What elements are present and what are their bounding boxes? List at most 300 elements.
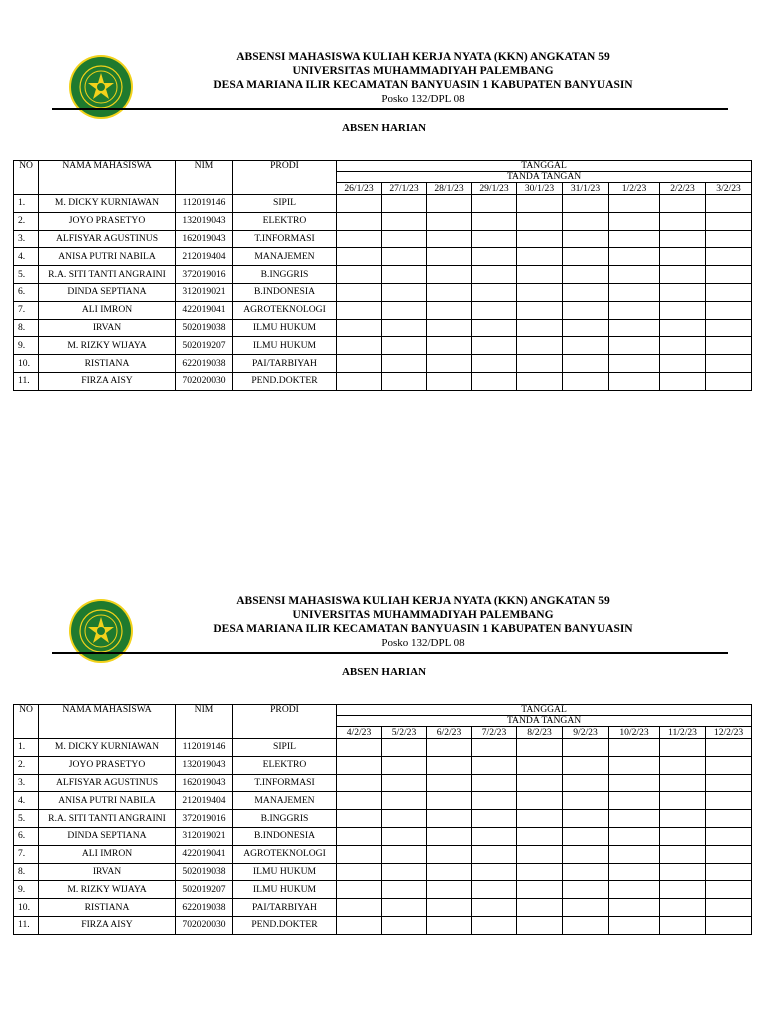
signature-cell[interactable] (563, 739, 609, 757)
signature-cell[interactable] (337, 301, 382, 319)
signature-cell[interactable] (609, 266, 660, 284)
signature-cell[interactable] (706, 739, 752, 757)
table-row (14, 916, 752, 934)
signature-cell[interactable] (609, 916, 660, 934)
signature-cell[interactable] (563, 230, 609, 248)
student-name-cell: R.A. SITI TANTI ANGRAINI (39, 266, 176, 284)
signature-cell[interactable] (382, 301, 427, 319)
signature-cell[interactable] (660, 863, 706, 881)
signature-cell[interactable] (427, 827, 472, 845)
date-header: 27/1/23 (382, 183, 427, 195)
column-header-tanda-tangan: TANDA TANGAN (337, 172, 752, 183)
signature-cell[interactable] (382, 195, 427, 213)
signature-cell[interactable] (609, 319, 660, 337)
signature-cell[interactable] (660, 195, 706, 213)
signature-cell[interactable] (427, 212, 472, 230)
signature-cell[interactable] (517, 355, 563, 373)
student-nim-cell: 312019021 (176, 283, 233, 301)
student-name-cell: M. RIZKY WIJAYA (39, 881, 176, 899)
signature-cell[interactable] (609, 845, 660, 863)
student-number-cell: 6. (14, 283, 39, 301)
student-number-cell: 5. (14, 266, 39, 284)
header-line-2: UNIVERSITAS MUHAMMADIYAH PALEMBANG (292, 65, 554, 77)
signature-cell[interactable] (660, 881, 706, 899)
date-header: 11/2/23 (660, 727, 706, 739)
signature-cell[interactable] (706, 774, 752, 792)
student-nim-cell: 502019207 (176, 881, 233, 899)
header-line-3: DESA MARIANA ILIR KECAMATAN BANYUASIN 1 KABUPATEN BANYUASIN (213, 79, 633, 91)
header-divider (52, 108, 728, 110)
signature-cell[interactable] (609, 756, 660, 774)
signature-cell[interactable] (660, 301, 706, 319)
signature-cell[interactable] (660, 319, 706, 337)
signature-cell[interactable] (660, 372, 706, 390)
student-name-cell: ANISA PUTRI NABILA (39, 792, 176, 810)
signature-cell[interactable] (427, 266, 472, 284)
signature-cell[interactable] (382, 266, 427, 284)
signature-cell[interactable] (337, 248, 382, 266)
signature-cell[interactable] (609, 739, 660, 757)
signature-cell[interactable] (706, 845, 752, 863)
student-number-cell: 10. (14, 899, 39, 917)
signature-cell[interactable] (337, 319, 382, 337)
document-header (150, 50, 696, 106)
signature-cell[interactable] (609, 283, 660, 301)
table-row (14, 230, 752, 248)
signature-cell[interactable] (563, 283, 609, 301)
signature-cell[interactable] (609, 863, 660, 881)
student-prodi-cell: ILMU HUKUM (233, 881, 337, 899)
signature-cell[interactable] (337, 916, 382, 934)
header-line-1: ABSENSI MAHASISWA KULIAH KERJA NYATA (KKN) ANGKATAN 59 (236, 595, 610, 607)
student-nim-cell: 422019041 (176, 845, 233, 863)
student-name-cell: JOYO PRASETYO (39, 756, 176, 774)
signature-cell[interactable] (472, 266, 517, 284)
signature-cell[interactable] (563, 792, 609, 810)
signature-cell[interactable] (609, 355, 660, 373)
table-row (14, 266, 752, 284)
signature-cell[interactable] (472, 739, 517, 757)
signature-cell[interactable] (382, 372, 427, 390)
header-line-3: DESA MARIANA ILIR KECAMATAN BANYUASIN 1 KABUPATEN BANYUASIN (213, 623, 633, 635)
signature-cell[interactable] (563, 248, 609, 266)
signature-cell[interactable] (472, 248, 517, 266)
signature-cell[interactable] (517, 827, 563, 845)
signature-cell[interactable] (609, 248, 660, 266)
signature-cell[interactable] (427, 195, 472, 213)
signature-cell[interactable] (427, 355, 472, 373)
table-row (14, 863, 752, 881)
university-seal-icon (68, 54, 134, 120)
signature-cell[interactable] (472, 195, 517, 213)
signature-cell[interactable] (472, 899, 517, 917)
signature-cell[interactable] (427, 916, 472, 934)
signature-cell[interactable] (337, 739, 382, 757)
signature-cell[interactable] (382, 810, 427, 828)
student-name-cell: IRVAN (39, 319, 176, 337)
signature-cell[interactable] (660, 337, 706, 355)
signature-cell[interactable] (660, 827, 706, 845)
signature-cell[interactable] (337, 372, 382, 390)
signature-cell[interactable] (427, 810, 472, 828)
signature-cell[interactable] (563, 372, 609, 390)
signature-cell[interactable] (563, 845, 609, 863)
attendance-table (13, 160, 752, 391)
table-row (14, 301, 752, 319)
signature-cell[interactable] (427, 372, 472, 390)
signature-cell[interactable] (706, 916, 752, 934)
signature-cell[interactable] (517, 372, 563, 390)
signature-cell[interactable] (472, 372, 517, 390)
signature-cell[interactable] (427, 863, 472, 881)
signature-cell[interactable] (609, 195, 660, 213)
date-header: 1/2/23 (609, 183, 660, 195)
signature-cell[interactable] (706, 248, 752, 266)
date-header: 30/1/23 (517, 183, 563, 195)
signature-cell[interactable] (517, 195, 563, 213)
signature-cell[interactable] (660, 230, 706, 248)
signature-cell[interactable] (427, 337, 472, 355)
signature-cell[interactable] (472, 230, 517, 248)
student-number-cell: 8. (14, 863, 39, 881)
signature-cell[interactable] (337, 863, 382, 881)
signature-cell[interactable] (517, 881, 563, 899)
signature-cell[interactable] (472, 810, 517, 828)
signature-cell[interactable] (706, 756, 752, 774)
signature-cell[interactable] (472, 845, 517, 863)
header-divider (52, 652, 728, 654)
signature-cell[interactable] (517, 230, 563, 248)
signature-cell[interactable] (609, 230, 660, 248)
table-row (14, 195, 752, 213)
signature-cell[interactable] (563, 266, 609, 284)
signature-cell[interactable] (609, 372, 660, 390)
student-prodi-cell: SIPIL (233, 739, 337, 757)
signature-cell[interactable] (337, 337, 382, 355)
student-number-cell: 9. (14, 881, 39, 899)
signature-cell[interactable] (382, 319, 427, 337)
student-name-cell: M. DICKY KURNIAWAN (39, 739, 176, 757)
signature-cell[interactable] (382, 756, 427, 774)
attendance-sheet-1 (0, 40, 768, 440)
signature-cell[interactable] (427, 899, 472, 917)
signature-cell[interactable] (517, 739, 563, 757)
student-number-cell: 8. (14, 319, 39, 337)
student-number-cell: 4. (14, 792, 39, 810)
student-name-cell: IRVAN (39, 863, 176, 881)
signature-cell[interactable] (517, 301, 563, 319)
date-header: 5/2/23 (382, 727, 427, 739)
column-header-prodi: PRODI (233, 161, 337, 195)
signature-cell[interactable] (427, 881, 472, 899)
signature-cell[interactable] (706, 881, 752, 899)
signature-cell[interactable] (337, 810, 382, 828)
signature-cell[interactable] (427, 283, 472, 301)
signature-cell[interactable] (472, 756, 517, 774)
column-header-tanggal: TANGGAL (337, 705, 752, 716)
column-header-nama: NAMA MAHASISWA (39, 705, 176, 739)
date-header: 9/2/23 (563, 727, 609, 739)
signature-cell[interactable] (382, 283, 427, 301)
signature-cell[interactable] (517, 266, 563, 284)
signature-cell[interactable] (337, 195, 382, 213)
signature-cell[interactable] (660, 792, 706, 810)
student-name-cell: M. RIZKY WIJAYA (39, 337, 176, 355)
signature-cell[interactable] (517, 756, 563, 774)
student-nim-cell: 502019038 (176, 319, 233, 337)
signature-cell[interactable] (427, 845, 472, 863)
signature-cell[interactable] (609, 827, 660, 845)
signature-cell[interactable] (382, 827, 427, 845)
column-header-no: NO (14, 705, 39, 739)
date-header: 12/2/23 (706, 727, 752, 739)
signature-cell[interactable] (563, 195, 609, 213)
signature-cell[interactable] (609, 810, 660, 828)
signature-cell[interactable] (660, 248, 706, 266)
signature-cell[interactable] (706, 355, 752, 373)
student-prodi-cell: ILMU HUKUM (233, 319, 337, 337)
student-number-cell: 6. (14, 827, 39, 845)
student-number-cell: 11. (14, 916, 39, 934)
student-prodi-cell: AGROTEKNOLOGI (233, 845, 337, 863)
student-name-cell: ANISA PUTRI NABILA (39, 248, 176, 266)
signature-cell[interactable] (427, 792, 472, 810)
signature-cell[interactable] (609, 301, 660, 319)
table-row (14, 792, 752, 810)
signature-cell[interactable] (427, 301, 472, 319)
student-number-cell: 2. (14, 756, 39, 774)
document-header (150, 594, 696, 650)
signature-cell[interactable] (427, 774, 472, 792)
section-title: ABSEN HARIAN (341, 122, 427, 134)
signature-cell[interactable] (382, 355, 427, 373)
signature-cell[interactable] (609, 337, 660, 355)
date-header: 4/2/23 (337, 727, 382, 739)
signature-cell[interactable] (472, 337, 517, 355)
signature-cell[interactable] (382, 774, 427, 792)
date-header: 10/2/23 (609, 727, 660, 739)
signature-cell[interactable] (337, 792, 382, 810)
signature-cell[interactable] (382, 845, 427, 863)
signature-cell[interactable] (563, 301, 609, 319)
signature-cell[interactable] (706, 266, 752, 284)
signature-cell[interactable] (609, 881, 660, 899)
signature-cell[interactable] (472, 283, 517, 301)
signature-cell[interactable] (706, 230, 752, 248)
signature-cell[interactable] (660, 899, 706, 917)
student-number-cell: 7. (14, 845, 39, 863)
signature-cell[interactable] (337, 756, 382, 774)
signature-cell[interactable] (660, 810, 706, 828)
student-name-cell: JOYO PRASETYO (39, 212, 176, 230)
signature-cell[interactable] (660, 739, 706, 757)
signature-cell[interactable] (337, 845, 382, 863)
signature-cell[interactable] (337, 881, 382, 899)
signature-cell[interactable] (517, 863, 563, 881)
signature-cell[interactable] (609, 792, 660, 810)
table-row (14, 774, 752, 792)
date-header: 26/1/23 (337, 183, 382, 195)
student-number-cell: 2. (14, 212, 39, 230)
signature-cell[interactable] (472, 863, 517, 881)
signature-cell[interactable] (706, 337, 752, 355)
signature-cell[interactable] (563, 810, 609, 828)
signature-cell[interactable] (660, 212, 706, 230)
signature-cell[interactable] (706, 283, 752, 301)
signature-cell[interactable] (517, 774, 563, 792)
signature-cell[interactable] (660, 756, 706, 774)
signature-cell[interactable] (706, 212, 752, 230)
signature-cell[interactable] (382, 248, 427, 266)
signature-cell[interactable] (660, 266, 706, 284)
signature-cell[interactable] (706, 827, 752, 845)
student-nim-cell: 132019043 (176, 756, 233, 774)
student-number-cell: 1. (14, 739, 39, 757)
student-prodi-cell: AGROTEKNOLOGI (233, 301, 337, 319)
signature-cell[interactable] (706, 319, 752, 337)
student-nim-cell: 702020030 (176, 372, 233, 390)
signature-cell[interactable] (337, 266, 382, 284)
student-nim-cell: 372019016 (176, 266, 233, 284)
signature-cell[interactable] (517, 810, 563, 828)
signature-cell[interactable] (563, 774, 609, 792)
signature-cell[interactable] (660, 355, 706, 373)
signature-cell[interactable] (609, 899, 660, 917)
signature-cell[interactable] (517, 792, 563, 810)
signature-cell[interactable] (472, 792, 517, 810)
signature-cell[interactable] (517, 337, 563, 355)
table-row (14, 810, 752, 828)
signature-cell[interactable] (382, 337, 427, 355)
signature-cell[interactable] (472, 881, 517, 899)
date-header: 31/1/23 (563, 183, 609, 195)
table-row (14, 248, 752, 266)
signature-cell[interactable] (427, 319, 472, 337)
student-prodi-cell: PEND.DOKTER (233, 916, 337, 934)
student-name-cell: FIRZA AISY (39, 372, 176, 390)
attendance-table (13, 704, 752, 935)
signature-cell[interactable] (337, 283, 382, 301)
column-header-tanda-tangan: TANDA TANGAN (337, 716, 752, 727)
student-nim-cell: 502019207 (176, 337, 233, 355)
student-name-cell: R.A. SITI TANTI ANGRAINI (39, 810, 176, 828)
signature-cell[interactable] (563, 881, 609, 899)
signature-cell[interactable] (706, 301, 752, 319)
signature-cell[interactable] (706, 195, 752, 213)
student-prodi-cell: PEND.DOKTER (233, 372, 337, 390)
student-prodi-cell: B.INDONESIA (233, 283, 337, 301)
student-number-cell: 5. (14, 810, 39, 828)
signature-cell[interactable] (472, 212, 517, 230)
signature-cell[interactable] (517, 248, 563, 266)
signature-cell[interactable] (472, 301, 517, 319)
signature-cell[interactable] (517, 212, 563, 230)
signature-cell[interactable] (382, 792, 427, 810)
signature-cell[interactable] (337, 355, 382, 373)
signature-cell[interactable] (660, 916, 706, 934)
signature-cell[interactable] (563, 319, 609, 337)
signature-cell[interactable] (337, 230, 382, 248)
signature-cell[interactable] (472, 355, 517, 373)
signature-cell[interactable] (472, 319, 517, 337)
student-number-cell: 4. (14, 248, 39, 266)
signature-cell[interactable] (563, 863, 609, 881)
signature-cell[interactable] (337, 899, 382, 917)
signature-cell[interactable] (472, 916, 517, 934)
header-posko: Posko 132/DPL 08 (381, 637, 465, 649)
section-title: ABSEN HARIAN (341, 666, 427, 678)
student-nim-cell: 162019043 (176, 230, 233, 248)
signature-cell[interactable] (563, 337, 609, 355)
signature-cell[interactable] (382, 212, 427, 230)
signature-cell[interactable] (427, 739, 472, 757)
student-name-cell: ALI IMRON (39, 845, 176, 863)
column-header-nama: NAMA MAHASISWA (39, 161, 176, 195)
signature-cell[interactable] (517, 845, 563, 863)
signature-cell[interactable] (382, 739, 427, 757)
table-row (14, 212, 752, 230)
signature-cell[interactable] (563, 827, 609, 845)
signature-cell[interactable] (337, 827, 382, 845)
signature-cell[interactable] (706, 372, 752, 390)
signature-cell[interactable] (609, 774, 660, 792)
student-prodi-cell: T.INFORMASI (233, 774, 337, 792)
signature-cell[interactable] (337, 212, 382, 230)
signature-cell[interactable] (660, 845, 706, 863)
signature-cell[interactable] (382, 863, 427, 881)
signature-cell[interactable] (517, 899, 563, 917)
signature-cell[interactable] (660, 774, 706, 792)
date-header: 8/2/23 (517, 727, 563, 739)
table-row (14, 739, 752, 757)
signature-cell[interactable] (563, 355, 609, 373)
signature-cell[interactable] (427, 756, 472, 774)
signature-cell[interactable] (517, 283, 563, 301)
student-nim-cell: 112019146 (176, 739, 233, 757)
student-nim-cell: 502019038 (176, 863, 233, 881)
student-prodi-cell: PAI/TARBIYAH (233, 899, 337, 917)
signature-cell[interactable] (382, 881, 427, 899)
signature-cell[interactable] (517, 916, 563, 934)
signature-cell[interactable] (472, 774, 517, 792)
table-row (14, 337, 752, 355)
signature-cell[interactable] (706, 899, 752, 917)
signature-cell[interactable] (563, 916, 609, 934)
signature-cell[interactable] (382, 899, 427, 917)
signature-cell[interactable] (427, 230, 472, 248)
student-nim-cell: 372019016 (176, 810, 233, 828)
signature-cell[interactable] (382, 230, 427, 248)
signature-cell[interactable] (563, 212, 609, 230)
table-row (14, 319, 752, 337)
student-nim-cell: 702020030 (176, 916, 233, 934)
header-posko: Posko 132/DPL 08 (381, 93, 465, 105)
signature-cell[interactable] (517, 319, 563, 337)
signature-cell[interactable] (706, 863, 752, 881)
signature-cell[interactable] (563, 756, 609, 774)
signature-cell[interactable] (660, 283, 706, 301)
signature-cell[interactable] (427, 248, 472, 266)
student-name-cell: DINDA SEPTIANA (39, 827, 176, 845)
date-header: 7/2/23 (472, 727, 517, 739)
signature-cell[interactable] (706, 810, 752, 828)
signature-cell[interactable] (563, 899, 609, 917)
signature-cell[interactable] (382, 916, 427, 934)
signature-cell[interactable] (706, 792, 752, 810)
signature-cell[interactable] (337, 774, 382, 792)
signature-cell[interactable] (472, 827, 517, 845)
signature-cell[interactable] (609, 212, 660, 230)
